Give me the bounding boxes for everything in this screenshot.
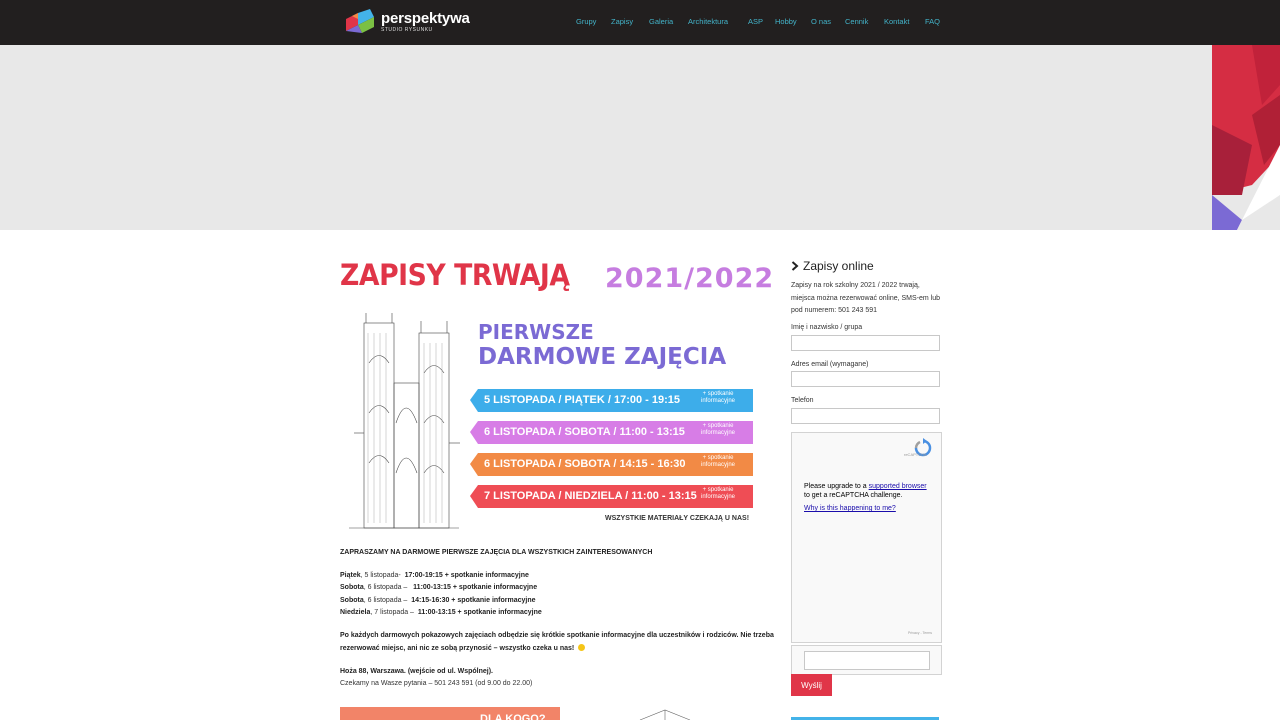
poster-title: ZAPISY TRWAJĄ [340,258,570,292]
schedule-date: , 5 listopada- [360,572,401,579]
band-subtext: + spotkanie informacyjne [700,423,735,436]
phone-field[interactable] [791,408,940,424]
band-text: 6 LISTOPADA / SOBOTA / 14:15 - 16:30 [484,458,686,470]
chevron-right-icon [791,261,799,271]
schedule-day: Sobota [340,584,364,591]
schedule-line [340,607,542,620]
cathedral-sketch-image [344,313,464,536]
name-field[interactable] [791,335,940,351]
recaptcha-brand: reCAPTCHA [904,452,927,457]
poster-year: 2021/2022 [605,263,775,294]
schedule-time: 11:00-13:15 + spotkanie informacyjne [413,584,538,591]
nav-link-faq[interactable]: FAQ [925,17,941,26]
top-navigation-bar [0,0,1280,45]
recaptcha-msg-suffix: to get a reCAPTCHA challenge. [804,492,903,499]
schedule-date: , 6 listopada – [363,597,408,604]
smiley-icon [578,644,585,651]
band-text: 6 LISTOPADA / SOBOTA / 11:00 - 13:15 [484,426,685,438]
nav-link-zapisy[interactable]: Zapisy [611,17,634,26]
phone-field-label: Telefon [791,397,814,404]
nav-link-architektura[interactable]: Architektura [688,17,729,26]
intro-text: ZAPRASZAMY NA DARMOWE PIERWSZE ZAJĘCIA DLA WSZYSTKICH ZAINTERESOWANYCH [340,549,653,556]
band-text: 7 LISTOPADA / NIEDZIELA / 11:00 - 13:15 [484,490,697,502]
schedule-time: 11:00-13:15 + spotkanie informacyjne [417,609,542,616]
schedule-line [340,595,536,608]
band-text: 5 LISTOPADA / PIĄTEK / 17:00 - 19:15 [484,394,681,406]
schedule-line [340,582,537,595]
recaptcha-widget[interactable] [791,432,942,643]
nav-link-kontakt[interactable]: Kontakt [884,17,910,26]
schedule-time: 17:00-19:15 + spotkanie informacyjne [404,572,529,579]
schedule-band [470,421,753,444]
submit-button[interactable]: Wyślij [791,674,832,696]
nav-link-galeria[interactable]: Galeria [649,17,674,26]
site-logo[interactable] [344,9,474,35]
schedule-day: Sobota [340,597,364,604]
band-subtext: + spotkanie informacyjne [700,487,735,500]
sidebar-intro: Zapisy na rok szkolny 2021 / 2022 trwają, miejsca można rezerwować online, SMS-em lub pod numerem: 501 243 591 [791,282,940,314]
logo-subtitle: STUDIO RYSUNKU [381,27,433,33]
schedule-time: 14:15-16:30 + spotkanie informacyjne [411,597,536,604]
schedule-date: , 6 listopada – [363,584,408,591]
nav-link-hobby[interactable]: Hobby [775,17,797,26]
logo-name: perspektywa [381,10,470,27]
email-field-label: Adres email (wymagane) [791,361,869,368]
schedule-band [470,389,753,412]
banner-title: DLA KOGO? [480,713,546,725]
nav-link-grupy[interactable]: Grupy [576,17,597,26]
schedule-band [470,485,753,508]
schedule-line [340,570,529,583]
name-field-label: Imię i nazwisko / grupa [791,324,863,331]
cube-logo-icon [344,9,378,33]
poster-heading-free-classes: DARMOWE ZAJĘCIA [478,344,727,370]
info-text-line-2-content: rezerwować miejsc, ani nic ze sobą przynosić – wszystko czeka u nas! [340,645,575,652]
supported-browser-link[interactable]: supported browser [868,483,927,490]
promo-poster [340,258,775,530]
nav-link-cennik[interactable]: Cennik [845,17,869,26]
hero-banner [0,45,1280,230]
schedule-day: Piątek [340,572,361,579]
schedule-band [470,453,753,476]
why-link[interactable]: Why is this happening to me? [804,505,896,512]
band-subtext: + spotkanie informacyjne [700,391,735,404]
schedule-date: , 7 listopada – [370,609,414,616]
decorative-polygons [1212,45,1280,230]
sidebar-title-text: Zapisy online [803,259,874,273]
captcha-response-field[interactable] [804,651,930,670]
email-field[interactable] [791,371,940,387]
contact-text: Czekamy na Wasze pytania – 501 243 591 (od 9.00 do 22.00) [340,680,533,687]
poster-heading-first: PIERWSZE [478,320,594,344]
recaptcha-terms[interactable]: Privacy - Terms [908,631,933,635]
poster-footnote: WSZYSTKIE MATERIAŁY CZEKAJĄ U NAS! [605,515,750,522]
who-is-it-for-banner [340,707,560,725]
recaptcha-message [804,482,927,500]
band-subtext: + spotkanie informacyjne [700,455,735,468]
schedule-day: Niedziela [340,609,371,616]
sketch-illustration [635,708,695,720]
info-text-line-2 [340,643,585,656]
nav-link-asp[interactable]: ASP [748,17,764,26]
address-text: Hoża 88, Warszawa. (wejście od ul. Wspólnej). [340,668,493,675]
recaptcha-msg-prefix: Please upgrade to a [804,483,867,490]
captcha-response-box [791,645,942,675]
nav-link-o-nas[interactable]: O nas [811,17,832,26]
info-text-line-1: Po każdych darmowych pokazowych zajęciach odbędzie się krótkie spotkanie informacyjne dla uczestników i rodziców. Nie trzeba [340,632,774,639]
